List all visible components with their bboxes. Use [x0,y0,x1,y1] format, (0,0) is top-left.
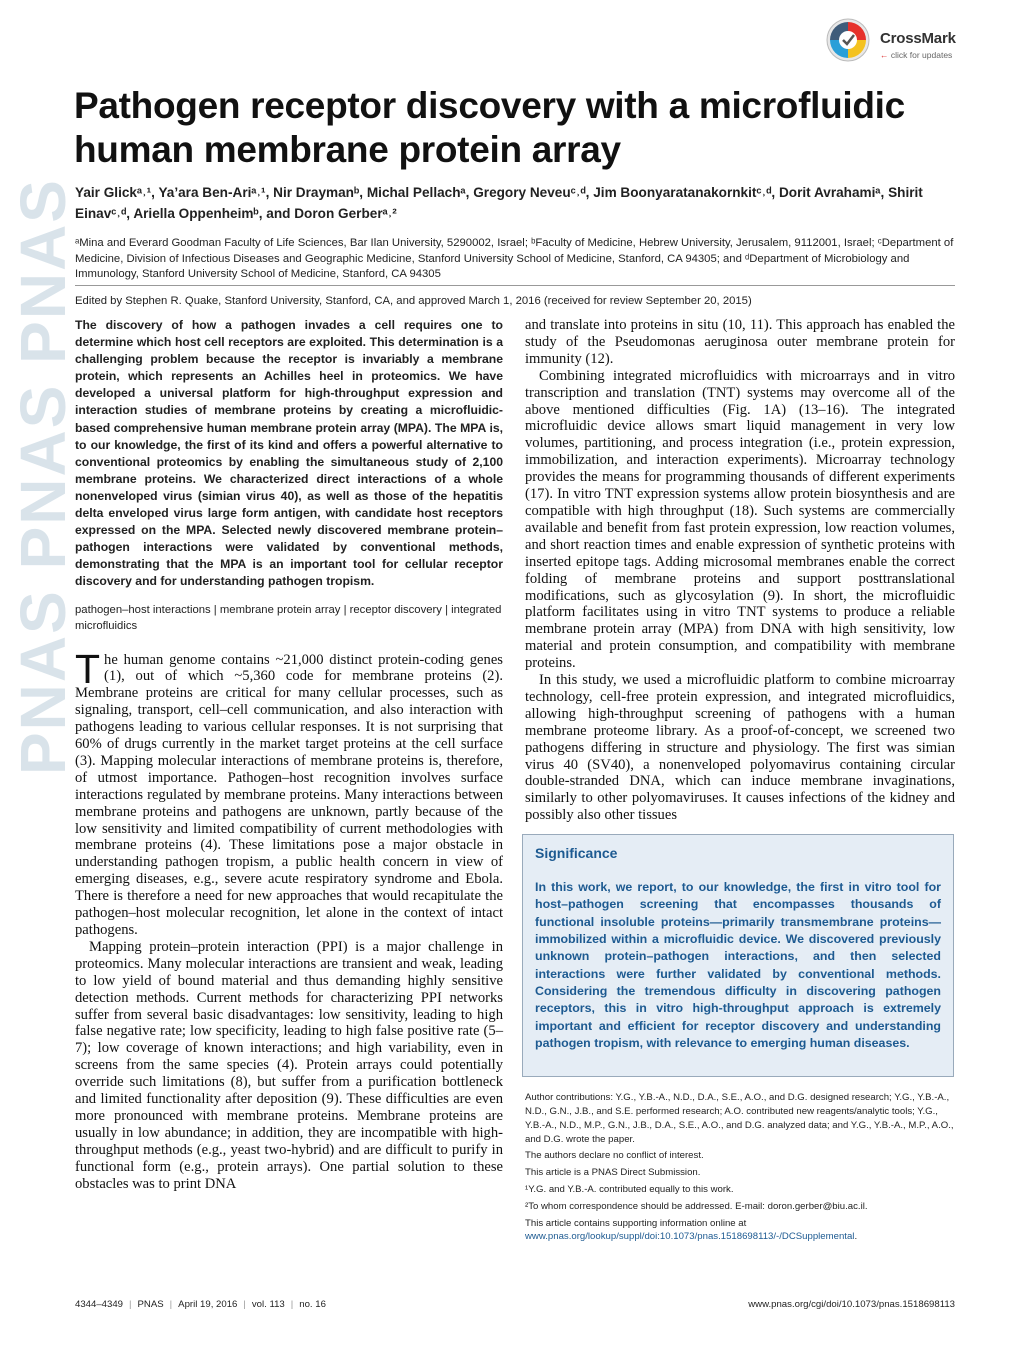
significance-text: In this work, we report, to our knowledge, the first in vitro tool for host–pathogen screening that encompasses thousands of functional insoluble proteins—primarily transmembrane proteins—immobilized within a microfluidic device. We discovered previously unknown protein–pathogen interactions, and then selected interactions were further validated by conventional methods. Considering the tremendous difficulty in discovering pathogen receptors, this in vitro high-throughput approach is extremely important and efficient for receptor discovery and understanding pathogen tropism, with relevance to emerging human diseases. [535,880,941,1050]
crossmark-icon [826,18,870,62]
body-paragraph-continued: and translate into proteins in situ (10, 11). This approach has enabled the study of the Pseudomonas aeruginosa outer membrane protein for immunity (12). [525,317,955,367]
abstract: The discovery of how a pathogen invades a cell requires one to determine which host cell receptors are exploited. This determination is a challenging problem because the receptor is invariably a membrane protein, which represents an Achilles heel in proteomics. We have developed a universal platform for high-throughput expression and interaction studies of membrane proteins by creating a microfluidic-based comprehensive human membrane protein array (MPA). The MPA is, to our knowledge, the first of its kind and offers a powerful alternative to conventional proteomics by enabling the simultaneous study of 2,100 membrane proteins. We characterized direct interactions of a whole nonenveloped virus (simian virus 40), as well as those of the hepatitis delta enveloped virus large form antigen, with candidate host receptors expressed on the MPA. Selected newly discovered membrane protein–pathogen interactions were validated by conventional methods, demonstrating that the MPA is an important tool for cellular receptor discovery and for understanding pathogen tropism. [75,318,503,589]
intro-body-right [525,317,955,824]
header-divider [75,285,955,286]
author-contributions: Author contributions: Y.G., Y.B.-A., N.D., D.A., S.E., A.O., and D.G. designed research; Y.G., Y.B.-A., N.D., G.N., J.B., and S.E. performed research; A.O. contributed new reagents/analytic tools; Y.G., Y.B.-A., N.D., M.P., G.N., J.B., D.A., S.E., A.O., and D.G. analyzed data; and Y.G., Y.B.-A., M.P., A.O., and D.G. wrote the paper. [525,1092,954,1145]
submission-note: This article is a PNAS Direct Submission. [525,1167,701,1179]
keywords: pathogen–host interactions | membrane protein array | receptor discovery | integrated microfluidics [75,603,502,632]
edited-by-line: Edited by Stephen R. Quake, Stanford University, Stanford, CA, and approved March 1, 2016 (received for review September 20, 2015) [75,295,752,307]
pnas-side-watermark [0,178,79,898]
article-notes [525,1091,955,1244]
crossmark-label: CrossMark [880,30,956,47]
equal-contribution-note: ¹Y.G. and Y.B.-A. contributed equally to this work. [525,1183,734,1195]
journal-name: PNAS [137,1299,164,1310]
supporting-info-note: This article contains supporting information online at www.pnas.org/lookup/suppl/doi:10.1073/pnas.1518698113/-/DCSupplemental. [525,1217,858,1243]
pnas-watermark-text: PNAS PNAS PNAS [7,178,79,775]
page-footer: 4344–4349 | PNAS | April 19, 2016 | vol. 113 | no. 16 www.pnas.org/cgi/doi/10.1073/pnas.1518698113 [75,1299,955,1310]
intro-paragraph-2: Mapping protein–protein interaction (PPI) is a major challenge in proteomics. Many molecular interactions are transient and weak, leading to low yield of bound material and thus demanding highly sensitive detection methods. Current methods for characterizing PPI networks suffer from several basic disadvantages: low sensitivity, leading to high false negative rate; low specificity, leading to high false positive rate (5–7); low coverage of known interactions; and high variability, even in screens from the same species (4). Protein arrays could potentially override such limitations (8), but suffer from a purification bottleneck and limited functionality after deposition (9). These difficulties are even more pronounced with membrane proteins. Membrane proteins are usually in low abundance; in addition, they are incompatible with high-throughput methods (e.g., yeast two-hybrid) and are difficult to purify in functional form (e.g., protein arrays). One partial solution to these obstacles was to print DNA [75,938,503,1192]
intro-body-left [75,645,503,1193]
issue-date: April 19, 2016 [178,1299,238,1310]
volume: vol. 113 [251,1299,285,1310]
crossmark-sublabel: ← click for updates [880,50,953,60]
drop-cap: T [75,645,101,692]
left-column [75,317,503,1193]
correspondence-note: ²To whom correspondence should be addressed. E-mail: doron.gerber@biu.ac.il. [525,1200,868,1212]
right-column [525,317,955,1247]
conflict-statement: The authors declare no conflict of interest. [525,1150,704,1162]
significance-box [522,834,954,1077]
arrow-icon: ← [880,50,891,60]
significance-title: Significance [535,845,618,862]
article-title: Pathogen receptor discovery with a microfluidic human membrane protein array [74,85,905,170]
body-paragraph-3: In this study, we used a microfluidic platform to combine microarray technology, cell-free protein expression, and integrated microfluidics, allowing high-throughput screening of pathogens with a human membrane proteome library. As a proof-of-concept, we screened two pathogens differing in structure and physiology. The first was simian virus 40 (SV40), a nonenveloped polyomavirus containing circular double-stranded DNA, which can induce membrane invaginations, similarly to other polyomaviruses. It causes infections of the kidney and possibly also other tissues [525,672,955,824]
issue-number: no. 16 [299,1299,326,1310]
intro-paragraph-1: The human genome contains ~21,000 distinct protein-coding genes (1), out of which ~5,360 code for membrane proteins (2). Membrane proteins are critical for many cellular processes, such as signaling, transport, cell–cell communication, and also interaction with pathogens leading to various cellular responses. It is not surprising that 60% of drugs currently in the market target proteins at the cell surface (3). Mapping molecular interactions of membrane proteins is, therefore, of utmost importance. Pathogen–host recognition involves surface interactions regulated by membrane proteins. Many interactions between membrane proteins and pathogens are unknown, partly because of the low sensitivity and limited compatibility of current methodologies with membrane proteins (4). These limitations pose a major obstacle in understanding pathogen tropism, a public health concern in view of emerging diseases, e.g., severe acute respiratory syndrome and Ebola. There is therefore a need for new approaches that would recapitulate the pathogen–host molecular recognition, let alone in the context of intact pathogens. [75,645,503,938]
doi-link[interactable]: www.pnas.org/cgi/doi/10.1073/pnas.1518698113 [748,1299,955,1310]
supplemental-link[interactable]: www.pnas.org/lookup/suppl/doi:10.1073/pnas.1518698113/-/DCSupplemental [525,1231,855,1243]
author-list: Yair Glickᵃ˒¹, Ya’ara Ben-Ariᵃ˒¹, Nir Draymanᵇ, Michal Pellachᵃ, Gregory Neveuᶜ˒ᵈ, Jim Boonyaratanakornkitᶜ˒ᵈ, Dorit Avrahamiᵃ, Shirit Einavᶜ˒ᵈ, Ariella Oppenheimᵇ, and Doron Gerberᵃ˒² [75,185,923,221]
page-range: 4344–4349 [75,1299,124,1310]
affiliations: ᵃMina and Everard Goodman Faculty of Life Sciences, Bar Ilan University, 5290002, Israel; ᵇFaculty of Medicine, Hebrew University, Jerusalem, 9112001, Israel; ᶜDepartment of Medicine, Division of Infectious Diseases and Geographic Medicine, Stanford University School of Medicine, Stanford, CA 94305; and ᵈDepartment of Microbiology and Immunology, Stanford University School of Medicine, Stanford, CA 94305 [75,237,954,281]
body-paragraph-2: Combining integrated microfluidics with microarrays and in vitro transcription and translation (TNT) systems may overcome all of the above mentioned difficulties (Fig. 1A) (13–16). The integrated microfluidic device allows smart liquid management in very low volumes, partitioning, and process integration (i.e., protein expression, immobilization, and interaction experiments). Microarray technology provides the means for programming thousands of different experiments (17). In vitro TNT expression systems allow protein biosynthesis and are compatible with high throughput (18). Such systems are commercially available and benefit from fast protein expression, low reaction volumes, and short reaction times and enable expression of synthetic proteins with inserted epitope tags. Adding microsomal membranes enable the correct folding of membrane proteins and support posttranslational modifications, such as glycosylation (9). In short, the microfluidic platform facilitates using in vitro TNT systems to produce a reliable membrane protein array (MPA) from DNA with high sensitivity, low material and protein consumption, and compatibility with membrane proteins. [525,367,955,672]
crossmark-badge[interactable] [826,16,976,66]
